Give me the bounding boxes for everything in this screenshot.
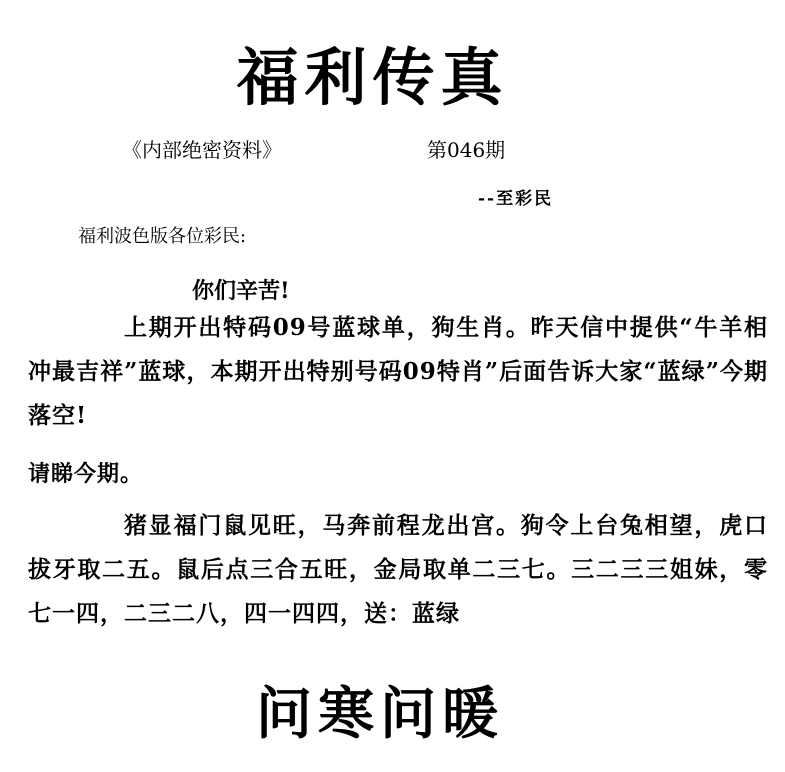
subtitle-confidential: 《内部绝密资料》 <box>122 138 282 162</box>
paragraph-see-this-issue: 请睇今期。 <box>28 461 144 487</box>
greeting-line: 福利波色版各位彩民: <box>78 226 247 247</box>
paragraph-previous-result: 上期开出特码09号蓝球单，狗生肖。昨天信中提供“牛羊相冲最吉祥”蓝球，本期开出特别号码09特肖”后面告诉大家“蓝绿”今期落空! <box>28 314 768 429</box>
issue-number: 第046期 <box>427 138 506 162</box>
paragraph-poem-hints: 猪显福门鼠见旺，马奔前程龙出宫。狗令上台兔相望，虎口拔牙取二五。鼠后点三合五旺，金局取单二三七。三二三三姐妹，零七一四，二三二八，四一四四，送：蓝绿 <box>28 512 768 627</box>
page-title: 福利传真 <box>236 41 509 114</box>
signature-line: --至彩民 <box>478 189 554 209</box>
closing-title: 问寒问暖 <box>256 681 504 747</box>
salutation: 你们辛苦! <box>192 278 290 304</box>
